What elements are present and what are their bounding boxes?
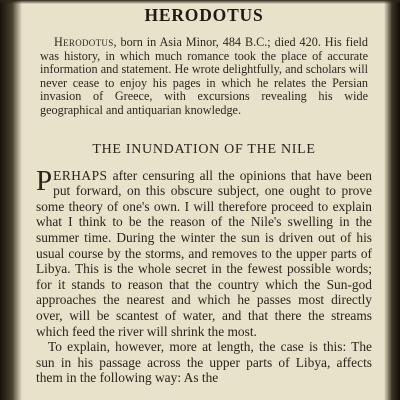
page-content: [36, 0, 372, 386]
article-body: [36, 164, 372, 386]
paragraph-1-text: after censuring all the opinions that have been put forward, on this obscure subject, one ought to prove some theory of one's own. I will therefore proceed to explain what I think to be the reason of the Nile's swelling in the summer time. During the winter the sun is driven out of his usual course by the storms, and removes to the upper parts of Libya. This is the whole secret in the fewest possible words; for it stands to reason that the country which the Sun-god approaches the nearest and which he passes most directly over, will be scantest of water, and that there the streams which feed the river will shrink the most.: [36, 167, 372, 339]
paragraph-2: To explain, however, more at length, the case is this: The sun in his passage across the upper parts of Libya, affects them in the following way: As the: [36, 339, 372, 386]
page-title: HERODOTUS: [144, 5, 264, 25]
author-bio: [40, 36, 368, 118]
section-title: THE INUNDATION OF THE NILE: [92, 141, 316, 157]
drop-cap: P: [36, 164, 53, 197]
page-right-shadow: [384, 0, 400, 400]
paragraph-1: [36, 164, 372, 340]
paragraph-1-lead: ERHAPS: [53, 167, 108, 183]
author-name: Herodotus: [54, 35, 114, 49]
author-bio-text: , born in Asia Minor, 484 B.C.; died 420. His field was history, in which much romance took the place of accurate information and statement. He wrote delightfully, and scholars will never cease to enjoy his pages in which he relates the Persian invasion of Greece, with excursions revealing his wide geographical and antiquarian knowledge.: [40, 35, 368, 117]
page-left-shadow: [0, 0, 22, 400]
